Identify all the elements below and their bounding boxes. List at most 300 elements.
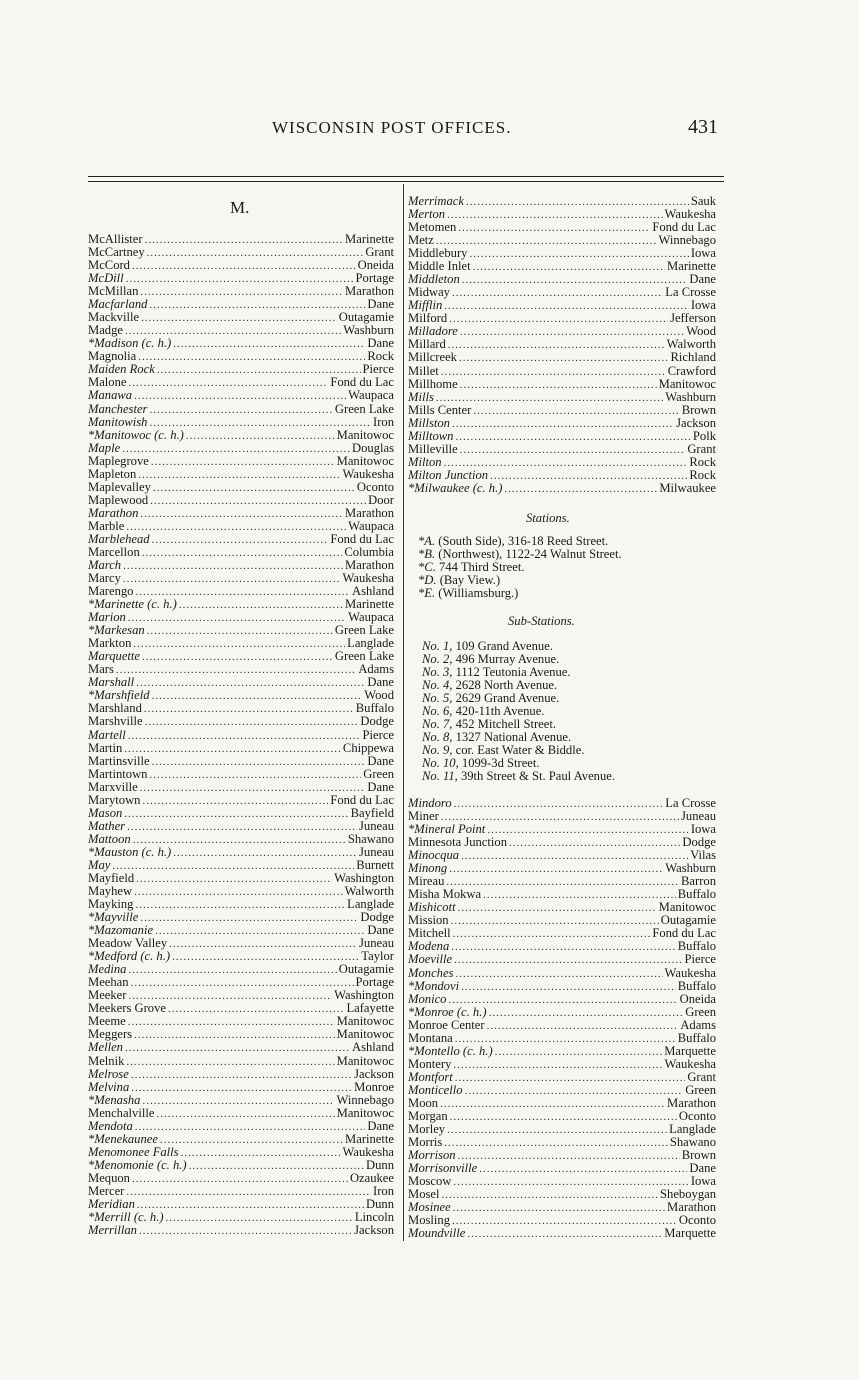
leader-dots xyxy=(128,377,328,389)
station-address: cor. East Water & Biddle. xyxy=(452,743,585,758)
leader-dots xyxy=(490,470,687,482)
post-office-name: Medina xyxy=(88,963,127,977)
post-office-entry xyxy=(88,611,394,624)
post-office-entry xyxy=(408,443,716,456)
post-office-name: Marshville xyxy=(88,715,143,729)
post-office-name: Mindoro xyxy=(408,797,452,810)
station-key: No. 4, xyxy=(422,678,453,693)
county-name: Barron xyxy=(681,875,716,889)
leader-dots xyxy=(149,769,361,781)
post-office-entry xyxy=(408,875,716,888)
leader-dots xyxy=(123,560,343,572)
station-address: (South Side), 316-18 Reed Street. xyxy=(435,534,609,548)
county-name: Winnebago xyxy=(658,234,716,248)
post-office-name: Mosinee xyxy=(408,1201,451,1215)
post-office-name: Metomen xyxy=(408,221,457,235)
post-office-name: Meekers Grove xyxy=(88,1002,166,1016)
county-name: Marathon xyxy=(667,1201,716,1215)
section-letter: M. xyxy=(230,198,250,217)
post-office-entry xyxy=(408,940,716,953)
county-name: Richland xyxy=(670,351,716,365)
post-office-entry xyxy=(88,950,394,963)
station-key: No. 10, xyxy=(422,756,459,771)
leader-dots xyxy=(142,1095,334,1107)
leader-dots xyxy=(487,824,689,836)
county-name: Dane xyxy=(689,273,716,287)
post-office-name: Millard xyxy=(408,338,446,352)
leader-dots xyxy=(189,1160,364,1172)
station-entry xyxy=(418,574,500,587)
county-name: Iron xyxy=(373,1184,394,1198)
county-name: Milwaukee xyxy=(659,481,716,495)
post-office-name: McMillan xyxy=(88,285,139,299)
county-name: Grant xyxy=(365,246,394,260)
county-name: Lincoln xyxy=(354,1211,394,1224)
post-office-name: Maple xyxy=(88,441,121,455)
post-office-entry xyxy=(88,833,394,846)
post-office-entry xyxy=(408,810,716,823)
post-office-name: Mason xyxy=(88,806,123,820)
post-office-entry xyxy=(88,572,394,585)
post-office-name: Melrose xyxy=(88,1067,129,1081)
county-name: Taylor xyxy=(361,950,394,964)
county-name: Buffalo xyxy=(355,702,394,716)
substation-entry xyxy=(422,653,559,666)
post-office-name: Marengo xyxy=(88,585,134,599)
county-name: Fond du Lac xyxy=(652,927,716,941)
leader-dots xyxy=(125,1042,350,1054)
post-office-name: Mattoon xyxy=(88,832,131,846)
county-name: Oconto xyxy=(356,480,394,494)
leader-dots xyxy=(449,313,668,325)
leader-dots xyxy=(147,625,333,637)
station-key: No. 5, xyxy=(422,691,453,706)
county-name: Washington xyxy=(334,871,394,885)
post-office-name: Marquette xyxy=(88,650,140,664)
leader-dots xyxy=(142,651,333,663)
post-office-entry xyxy=(408,365,716,378)
county-name: Shawano xyxy=(669,1136,716,1150)
county-name: Waukesha xyxy=(664,1057,716,1071)
post-office-name: Milton xyxy=(408,455,442,469)
post-office-entry xyxy=(408,208,716,221)
leader-dots xyxy=(150,495,366,507)
county-name: Rock xyxy=(689,455,716,469)
leader-dots xyxy=(155,925,365,937)
post-office-entry xyxy=(88,781,394,794)
county-name: Fond du Lac xyxy=(330,793,394,807)
leader-dots xyxy=(458,902,657,914)
county-name: Buffalo xyxy=(677,940,716,954)
county-name: Wood xyxy=(686,325,716,339)
leader-dots xyxy=(166,1212,353,1224)
post-office-entry xyxy=(88,1002,394,1015)
county-name: Green Lake xyxy=(334,650,394,664)
county-name: Marinette xyxy=(345,1132,394,1146)
substation-entry xyxy=(422,679,557,692)
post-office-name: Midway xyxy=(408,286,450,300)
post-office-name: *Mayville xyxy=(88,911,139,925)
post-office-name: Monches xyxy=(408,966,454,980)
station-address: 420-11th Avenue. xyxy=(452,704,545,719)
post-office-entry xyxy=(408,1019,716,1032)
county-name: Iowa xyxy=(690,823,716,837)
post-office-name: *Milwaukee (c. h.) xyxy=(408,481,503,495)
leader-dots xyxy=(140,508,343,520)
leader-dots xyxy=(140,912,358,924)
leader-dots xyxy=(483,889,676,901)
post-office-name: *Marinette (c. h.) xyxy=(88,598,177,612)
post-office-name: Mishicott xyxy=(408,901,456,915)
county-name: Dane xyxy=(367,754,394,768)
post-office-entry xyxy=(408,391,716,404)
leader-dots xyxy=(152,534,329,546)
post-office-name: Martell xyxy=(88,728,126,742)
post-office-entry xyxy=(408,1175,716,1188)
post-office-name: *Mauston (c. h.) xyxy=(88,845,172,859)
post-office-entry xyxy=(408,260,716,273)
post-office-name: Meeme xyxy=(88,1015,126,1029)
county-name: Waukesha xyxy=(342,572,394,586)
post-office-entry xyxy=(408,1136,716,1149)
post-office-entry xyxy=(88,989,394,1002)
post-office-name: *Montello (c. h.) xyxy=(408,1044,493,1058)
leader-dots xyxy=(149,417,371,429)
post-office-name: Macfarland xyxy=(88,298,148,312)
post-office-name: *Medford (c. h.) xyxy=(88,950,171,964)
post-office-name: Marcy xyxy=(88,572,121,586)
post-office-name: Middle Inlet xyxy=(408,260,471,274)
county-name: Rock xyxy=(367,350,394,364)
post-office-entry xyxy=(88,1185,394,1198)
leader-dots xyxy=(140,286,343,298)
county-name: Fond du Lac xyxy=(330,376,394,390)
county-name: Ashland xyxy=(352,585,394,599)
leader-dots xyxy=(441,1189,658,1201)
post-office-name: Merrimack xyxy=(408,195,464,208)
leader-dots xyxy=(128,612,346,624)
post-office-name: Meadow Valley xyxy=(88,937,168,951)
county-name: Marinette xyxy=(345,233,394,246)
post-office-entry xyxy=(88,1120,394,1133)
county-name: Portage xyxy=(355,272,394,286)
leader-dots xyxy=(460,444,686,456)
leader-dots xyxy=(152,690,363,702)
leader-dots xyxy=(455,1033,676,1045)
county-name: Waupaca xyxy=(348,519,394,533)
county-name: Adams xyxy=(358,663,394,677)
leader-dots xyxy=(131,977,354,989)
stations-heading: Stations. xyxy=(526,511,570,525)
post-office-entry xyxy=(88,755,394,768)
post-office-name: Milltown xyxy=(408,429,454,443)
county-name: Dane xyxy=(367,780,394,794)
post-office-entry xyxy=(408,312,716,325)
county-name: Pierce xyxy=(362,728,394,742)
post-office-entry xyxy=(408,1097,716,1110)
post-office-entry xyxy=(88,324,394,337)
station-address: 452 Mitchell Street. xyxy=(452,717,556,732)
county-name: Oconto xyxy=(678,1214,716,1228)
post-office-name: Marshall xyxy=(88,676,135,690)
station-entry xyxy=(418,587,518,600)
running-title: WISCONSIN POST OFFICES. xyxy=(272,118,512,137)
leader-dots xyxy=(131,1069,352,1081)
leader-dots xyxy=(138,351,365,363)
page-number: 431 xyxy=(688,116,718,138)
post-office-entry xyxy=(88,507,394,520)
county-name: Washburn xyxy=(343,324,394,338)
post-office-name: Misha Mokwa xyxy=(408,888,482,902)
leader-dots xyxy=(460,379,657,391)
post-office-name: Morrisonville xyxy=(408,1162,478,1176)
leader-dots xyxy=(447,209,662,221)
post-office-entry xyxy=(88,624,394,637)
county-name: Iowa xyxy=(690,1175,716,1189)
county-name: Outagamie xyxy=(660,914,716,928)
station-address: 39th Street & St. Paul Avenue. xyxy=(457,769,615,784)
post-office-entry xyxy=(408,195,716,208)
county-name: Dane xyxy=(367,1119,394,1133)
post-office-name: McCartney xyxy=(88,246,145,260)
county-name: La Crosse xyxy=(665,797,716,810)
substation-entry xyxy=(422,770,615,783)
post-office-name: Mireau xyxy=(408,875,445,889)
leader-dots xyxy=(134,390,346,402)
leader-dots xyxy=(123,573,341,585)
leader-dots xyxy=(157,364,361,376)
station-address: (Bay View.) xyxy=(436,573,501,588)
post-office-entry xyxy=(88,1224,394,1237)
post-office-name: Maplevalley xyxy=(88,480,151,494)
post-office-entry xyxy=(88,246,394,259)
post-office-entry xyxy=(408,338,716,351)
leader-dots xyxy=(124,743,341,755)
county-name: Walworth xyxy=(344,885,394,898)
county-name: Langlade xyxy=(347,637,394,651)
column-divider xyxy=(403,184,404,1241)
post-office-entry xyxy=(408,456,716,469)
leader-dots xyxy=(116,664,356,676)
post-office-name: Melnik xyxy=(88,1054,125,1068)
leader-dots xyxy=(452,1215,677,1227)
post-office-entry xyxy=(408,980,716,993)
county-name: Manitowoc xyxy=(336,428,394,442)
county-name: Waupaca xyxy=(348,611,394,625)
county-name: Douglas xyxy=(352,441,394,455)
station-entry xyxy=(418,548,622,561)
station-address: 109 Grand Avenue. xyxy=(452,639,553,653)
post-office-name: Melvina xyxy=(88,1080,130,1094)
county-name: Dane xyxy=(367,676,394,690)
leader-dots xyxy=(509,837,680,849)
post-office-entry xyxy=(88,676,394,689)
post-office-entry xyxy=(408,1149,716,1162)
county-name: Sauk xyxy=(690,195,716,208)
post-office-entry xyxy=(408,482,716,495)
post-office-name: Manitowish xyxy=(88,415,148,429)
post-office-entry xyxy=(88,846,394,859)
county-name: Marathon xyxy=(345,559,394,572)
leader-dots xyxy=(128,730,361,742)
leader-dots xyxy=(455,968,662,980)
station-address: 1112 Teutonia Avenue. xyxy=(452,665,571,680)
post-office-name: Mars xyxy=(88,663,114,677)
post-office-name: Mosel xyxy=(408,1188,440,1202)
county-name: Marathon xyxy=(345,285,394,299)
county-name: Jefferson xyxy=(670,312,716,326)
post-office-name: Marxville xyxy=(88,780,138,794)
post-office-entry xyxy=(88,1041,394,1054)
post-office-entry xyxy=(88,1146,394,1159)
post-office-entry xyxy=(88,285,394,298)
post-office-name: McCord xyxy=(88,259,130,273)
post-office-name: Mayfield xyxy=(88,871,135,885)
station-address: (Northwest), 1122-24 Walnut Street. xyxy=(435,547,622,562)
station-key: No. 9, xyxy=(422,743,453,758)
post-office-name: Montfort xyxy=(408,1070,453,1084)
leader-dots xyxy=(454,954,682,966)
station-key: No. 1, xyxy=(422,639,453,653)
leader-dots xyxy=(134,886,343,898)
county-name: Fond du Lac xyxy=(330,532,394,546)
leader-dots xyxy=(168,1003,344,1015)
post-office-name: Magnolia xyxy=(88,350,137,364)
post-office-name: Merrillan xyxy=(88,1224,137,1238)
post-office-entry xyxy=(88,1094,394,1107)
post-office-entry xyxy=(88,1028,394,1041)
post-office-entry xyxy=(408,967,716,980)
leader-dots xyxy=(466,196,689,208)
post-office-entry xyxy=(88,416,394,429)
station-address: 2629 Grand Avenue. xyxy=(452,691,560,706)
post-office-entry xyxy=(88,637,394,650)
post-office-entry xyxy=(88,533,394,546)
post-office-name: Millet xyxy=(408,364,439,378)
station-address: (Williamsburg.) xyxy=(435,586,519,601)
leader-dots xyxy=(125,325,341,337)
leader-dots xyxy=(128,990,332,1002)
county-name: Adams xyxy=(680,1018,716,1032)
post-office-entry xyxy=(88,1211,394,1224)
county-name: Manitowoc xyxy=(336,1028,394,1042)
post-office-entry xyxy=(408,1227,716,1240)
post-office-entry xyxy=(88,429,394,442)
county-name: Marquette xyxy=(664,1227,716,1241)
leader-dots xyxy=(451,915,659,927)
county-name: Oneida xyxy=(357,259,394,273)
county-name: Grant xyxy=(687,1070,716,1084)
county-name: Marinette xyxy=(667,260,716,274)
post-office-entry xyxy=(408,469,716,482)
post-office-entry xyxy=(408,1058,716,1071)
leader-dots xyxy=(132,260,356,272)
county-name: Waupaca xyxy=(348,389,394,403)
post-office-entry xyxy=(88,520,394,533)
leader-dots xyxy=(487,1020,679,1032)
leader-dots xyxy=(139,1225,352,1237)
post-office-name: Meridian xyxy=(88,1197,135,1211)
post-office-name: Marathon xyxy=(88,506,139,520)
station-key: *E. xyxy=(418,586,436,601)
leader-dots xyxy=(140,782,366,794)
leader-dots xyxy=(145,716,359,728)
post-office-name: Maplegrove xyxy=(88,454,149,468)
leader-dots xyxy=(444,457,688,469)
post-office-name: Mequon xyxy=(88,1171,130,1185)
post-office-entry xyxy=(88,363,394,376)
post-office-entry xyxy=(88,559,394,572)
post-office-entry xyxy=(408,404,716,417)
leader-dots xyxy=(447,1124,667,1136)
county-name: Marathon xyxy=(345,506,394,520)
leader-dots xyxy=(138,469,340,481)
post-office-entry xyxy=(88,455,394,468)
post-office-name: *Menasha xyxy=(88,1093,141,1107)
leader-dots xyxy=(156,1108,334,1120)
post-office-entry xyxy=(88,715,394,728)
leader-dots xyxy=(462,274,688,286)
county-name: Manitowoc xyxy=(658,901,716,915)
post-office-name: Mosling xyxy=(408,1214,450,1228)
post-office-entry xyxy=(88,233,394,246)
leader-dots xyxy=(160,1134,343,1146)
post-office-name: Maplewood xyxy=(88,493,149,507)
leader-dots xyxy=(446,876,679,888)
post-office-name: Monroe Center xyxy=(408,1018,485,1032)
leader-dots xyxy=(128,1016,335,1028)
leader-dots xyxy=(454,798,664,810)
county-name: Waukesha xyxy=(342,1145,394,1159)
post-office-name: McAllister xyxy=(88,233,143,246)
county-name: Waukesha xyxy=(664,966,716,980)
post-office-name: Marble xyxy=(88,519,125,533)
post-office-name: Montery xyxy=(408,1057,452,1071)
county-name: Juneau xyxy=(359,819,394,833)
county-name: Waukesha xyxy=(342,467,394,481)
post-office-entry xyxy=(88,898,394,911)
post-office-name: Marytown xyxy=(88,793,141,807)
post-office-entry xyxy=(408,836,716,849)
post-office-name: Millston xyxy=(408,416,450,430)
post-office-name: Monico xyxy=(408,992,447,1006)
leader-dots xyxy=(147,247,364,259)
post-office-name: March xyxy=(88,559,122,572)
leader-dots xyxy=(458,1150,680,1162)
station-address: 2628 North Avenue. xyxy=(452,678,558,693)
county-name: Winnebago xyxy=(336,1093,394,1107)
post-office-entry xyxy=(88,872,394,885)
leader-dots xyxy=(504,483,657,495)
post-office-entry xyxy=(88,598,394,611)
station-key: *D. xyxy=(418,573,437,588)
county-name: Jackson xyxy=(676,416,716,430)
leader-dots xyxy=(436,235,657,247)
county-name: Green xyxy=(685,1083,716,1097)
station-address: 1327 National Avenue. xyxy=(452,730,572,745)
post-office-entry xyxy=(88,924,394,937)
county-name: Sheboygan xyxy=(660,1188,716,1202)
post-office-name: Minnesota Junction xyxy=(408,836,507,850)
county-name: Buffalo xyxy=(677,888,716,902)
post-office-entry xyxy=(408,247,716,260)
leader-dots xyxy=(179,599,343,611)
county-name: Marinette xyxy=(345,598,394,612)
station-key: *B. xyxy=(418,547,436,562)
post-office-name: Milford xyxy=(408,312,448,326)
post-office-name: Mayhew xyxy=(88,885,133,898)
post-office-entry xyxy=(408,299,716,312)
